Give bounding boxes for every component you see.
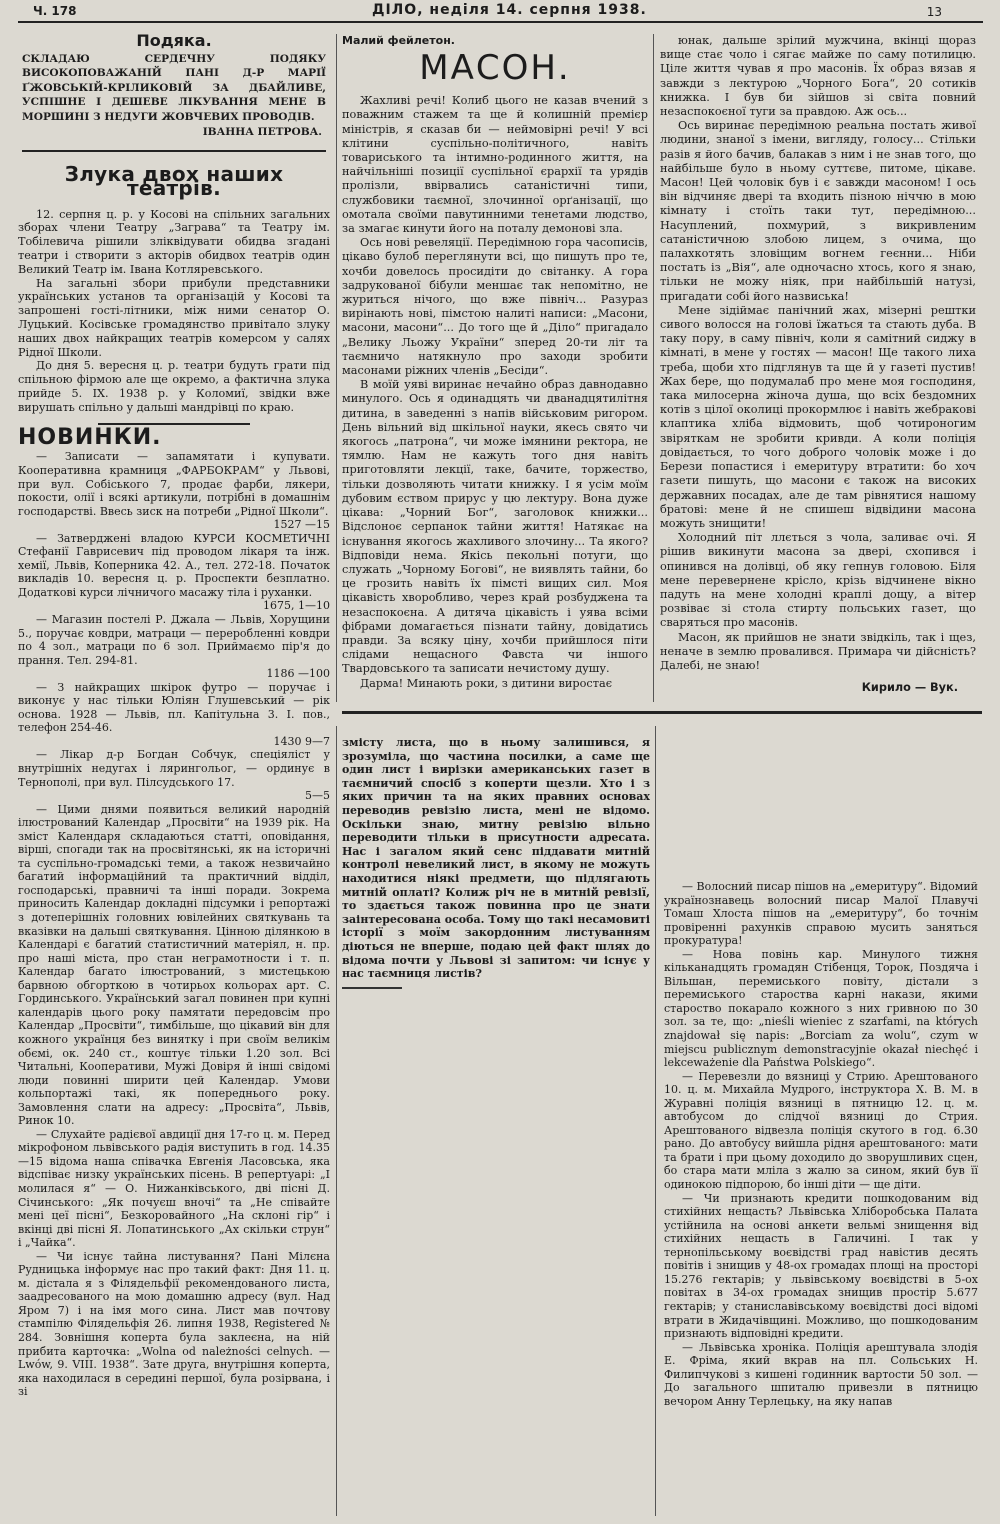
news-list <box>18 450 330 1398</box>
column-divider-2 <box>653 34 654 702</box>
end-mark <box>342 987 402 989</box>
feuilleton-paragraph: Ось нові ревеляції. Передімною гора часописів, цікаво булоб переглянути всі, що пишуть про те, хочби довелось просидіти до світанку. А гора задрукованої бібули меншає так непомітно, не журиться нічого, що вже північ... Разураз вирінають нові, пімстою налиті написи: „Масони, масони, масони“... До того ще й „Діло“ пригадало „Велику Льожу України“ зперед 20-ти літ та таємничо натякнуло про заходи зробити масонами ріжних членів „Бесіди“. <box>342 236 648 378</box>
news-item-code: 1675, 1—10 <box>263 599 330 613</box>
chronicle-item: — Перевезли до вязниці у Стрию. Арештованого 10. ц. м. Михайла Мудрого, інструктора Х. В. М. в Журавні поліція вязниці в пятницю 12. ц. м. автобусом до слідчої вязниці до Стрия. Арештованого відвезла поліція скутого в год. 6.30 рано. До автобусу вийшла рідня арештованого: мати та брати і при цьому доходило до зворушливих сцен, бо стара мати мліла з жалю за сином, який був її одинокою підпорою, бо інші діти — ще діти. <box>664 1069 978 1192</box>
chronicle-item: — Нова повінь кар. Минулого тижня кільканадцять громадян Стібенця, Торок, Поздяча і Вільшан, перемиського повіту, дістали з перемиського староства карні накази, якими староство покарало кожного з них гривною по 30 зол. за те, що: „nieśli wieniec z szarfami, na których znajdował się napis: „Borciam za wolu“, czym w miejscu publicznym demonstracyjnie okazał niechęć i lekceważenie dla Państwa Polskiego“. <box>664 947 978 1070</box>
feuilleton-paragraph: юнак, дальше зрілий мужчина, вкінці щораз вище стає чоло і сягає майже по саму потилицю. Ціле життя чував я про масонів. Їх образ вязав я завжди з лектурою „Чорного Бога“, 20 сотиків книжка. І був би зійшов зі світа повний незаспокоєної туги за правдою. Аж ось... <box>660 34 976 119</box>
feuilleton-paragraph: Дарма! Минають роки, з дитини виростає <box>360 676 613 690</box>
thanks-body: СКЛАДАЮ СЕРДЕЧНУ ПОДЯКУ ВИСОКОПОВАЖАНІЙ ПАНІ Д-Р МАРІЇ ҐЖОВСЬКІЙ-КРІЛИКОВІЙ ЗА ДБАЙЛИВЕ, УСПІШНЕ І ДЕШЕВЕ ЛІКУВАННЯ МЕНЕ В МОРШИНІ З НЕДУГИ ЖОВЧЕВИХ ПРОВОДІВ. <box>22 52 326 123</box>
column-divider-3 <box>336 726 337 1516</box>
news-item: — Магазин постелі Р. Джала — Львів, Хорущини 5., поручає ковдри, матраци — переробленні ковдри по 4 зол., матраци по 6 зол. Приймаємо пір'я до прання. Тел. 294-81. <box>18 613 330 667</box>
chronicle-item: — Львівська хроніка. Поліція арештувала злодія Е. Фріма, який вкрав на пл. Сольських Н. Филипчукові з кишені годинник вартости 50 зол. — До загального шпиталю привезли в пятницю вечором Анну Терлецьку, на яку напав <box>664 1340 978 1408</box>
header-rule <box>18 21 983 23</box>
feuilleton-paragraph: Холодний піт ллється з чола, заливає очі. Я рішив викинути масона за двері, схопився і опинився на долівці, об яку гепнув головою. Біля мене перевернене крісло, крізь відчинене вікно падуть на мене холодні краплі дощу, а вітер розвіває зі стола стирту польських газет, що сваряться про масонів. <box>660 531 976 630</box>
news-item-code: 1186 —100 <box>266 667 330 681</box>
left-column <box>18 31 330 1399</box>
thanks-signature: ІВАННА ПЕТРОВА. <box>202 126 322 139</box>
chronicle-list <box>664 880 978 1408</box>
feuilleton-bottom-rule <box>342 711 982 714</box>
news-item-code: 1527 —15 <box>273 518 330 532</box>
theatres-title: Злука двох наших театрів. <box>64 162 284 200</box>
news-title: НОВИНКИ. <box>18 424 162 450</box>
feuilleton-signature: Кирило — Вук. <box>861 681 958 695</box>
feuilleton-title: МАСОН. <box>419 48 571 89</box>
chronicle-column <box>664 880 978 1408</box>
news-item: — Чи існує тайна листування? Пані Мілєна Рудницька інформує нас про такий факт: Дня 11. ц. м. дістала я з Філядельфії рекомендованого листа, заадресованого на мою домашню адресу (вул. Над Яром 7) і на імя мого сина. Лист мав почтову стампілю Філядельфія 26. липня 1938, Registered № 284. Зовнішня коперта була заклеєна, на ній прибита карточка: „Wolna od należności celnych. — Lwów, 9. VIII. 1938“. Зате друга, внутрішня коперта, яка находилася в середині першої, була розірвана, і зі <box>18 1249 330 1399</box>
column-divider-4 <box>655 726 656 1516</box>
feuilleton-text-1 <box>342 94 648 691</box>
feuilleton-column-1 <box>342 34 648 691</box>
news-item: — Цими днями появиться великий народній ілюстрований Календар „Просвіти“ на 1939 рік. На зміст Календаря складаються статті, оповідання, вірші, спогади так на просвітянські, як на історичні та суспільно-громадські теми, а також незвичайно багатий інформаційний та практичний відділ, господарські, правничі та інші поради. Зокрема приносить Календар докладні підсумки і репортажі з дотеперішніх головних ювілейних святкувань та вказівки на дальші святкування. Цінною ділянкою в Календарі є багатий статистичний матеріял, н. пр. про наші міста, про стан неграмотности і т. п. Календар багато ілюстрований, з мистецькою барвною обгорткою в чотирьох кольорах арт. С. Гординського. Український загал повинен при купні календарів цього року памятати передовсім про Календар „Просвіти“, тимбільше, що цікавий він для кожного українця без винятку і при своїм великім обємі, ок. 240 ст., коштує тільки 1.20 зол. Всі Читальні, Кооперативи, Мужі Довіря й інші свідомі люди повинні ширити цей Календар. Умови кольпортажі такі, як попереднього року. Замовлення слати на адресу: „Просвіта“, Львів, Ринок 10. <box>18 802 330 1128</box>
news-item: — Затверджені владою КУРСИ КОСМЕТИЧНІ Стефанії Гаврисевич під проводом лікаря та інж. хемії, Львів, Коперника 42. А., тел. 272-18. Початок викладів 10. вересня ц. р. Проспекти безплатно. Додаткові курси лічничого масажу тіла і руханки. <box>18 531 330 599</box>
feuilleton-paragraph: Мене зідіймає панічний жах, мізерні рештки сивого волосся на голові їжаться та стають дуба. В таку пору, в саму північ, коли я самітний сиджу в кімнаті, в мене у гостях — масон! Ще такого лиха треба, щоби хто підглянув та ще й у газеті пустив! Жах бере, що подумалаб про мене моя господиня, така милосерна жіноча душа, що всіх бездомних котів з цілої околиці прокормлює і навіть жебракові клаптика хліба відмовить, щоб чотироногим звіряткам не зробити кривди. А коли поліція довідається, то чого доброго чоловік може і до Берези попастися і емеритуру втратити: бо хоч газети пишуть, що масони є також на високих державних посадах, але де там рівнятися нашому братові: мене й не спишеш відвідини масона можуть знищити! <box>660 303 976 530</box>
feuilleton-column-2 <box>660 34 976 695</box>
feuilleton-paragraph: Масон, як прийшов не знати звідкіль, так і щез, неначе в землю провалився. Примара чи дійсність? Далебі, не знаю! <box>660 630 976 672</box>
thanks-title: Подяка. <box>136 31 212 50</box>
news-item-code: 1430 9—7 <box>273 734 330 748</box>
column-divider-1 <box>336 34 337 702</box>
news-item: — Лікар д-р Богдан Собчук, спеціяліст у внутрішніх недугах і лярингольог, — ординує в Тернополі, при вул. Пілсудського 17. <box>18 748 330 789</box>
page-header <box>0 2 1000 22</box>
feuilleton-paragraph: Ось виринає передімною реальна постать живої людини, знаної з імени, вигляду, голосу... Стільки разів я його бачив, балакав з ним і не знав того, що найбільше було в ньому суттєве, питоме, цікаве. Масон! Цей чоловік був і є завжди масоном! І ось він відчиняє двері та входить пізною ніччю в мою кімнату і стоїть таки тут, передімною... Насуплений, похмурий, з викривленим сатаністичною злобою лицем, з очима, що палахкотять зловіщим вогнем геєнни... Ніби постать із „Вія“, але одночасно хтось, кого я знаю, тільки не можу ніяк, при найбільшій натузі, пригадати собі його назвиська! <box>660 119 976 303</box>
chronicle-item: — Чи признають кредити пошкодованим від стихійних нещасть? Львівська Хліборобська Палата устійнила на основі анкети вельмі знищення від стихійних нещасть в Галичині. І так у тернопільському воєвідстві град навістив десять повітів і знищив у 48-ох громадах площі на просторі 15.276 гектарів; у львівському воєвідстві в 5-ох повітах в 34-ох громадах знищив простір 5.677 гектарів; у станиславівському воєвідстві досі відомі втрати в Жидачівщині. Можливо, що пошкодованим признають відповідні кредити. <box>664 1191 978 1341</box>
chronicle-item: — Волосний писар пішов на „емеритуру“. Відомий українознавець волосний писар Малої Плавучі Томаш Хлоста пішов на „емеритуру“, бо точнім провіренні рахунків справою мусить заняться прокуратура! <box>664 880 978 948</box>
section-rule <box>22 150 326 152</box>
theatres-paragraph-3: До дня 5. вересня ц. р. театри будуть грати під спільною фірмою але ще окремо, а фактична злука прийде 5. IX. 1938 р. у Коломиї, звідки вже вирушать спільно у дальші мандрівці по краю. <box>18 359 330 414</box>
feuilleton-kicker: Малий фейлетон. <box>342 34 455 47</box>
news-item: — Слухайте радієвої авдиції дня 17-го ц. м. Перед мікрофоном львівського радія виступить в год. 14.35—15 відома наша співачка Евгенія Ласовська, яка відспіває низку українських пісень. В репертуарі: „І молилася я“ — О. Нижанківського, дві пісні Д. Січинського: „Як почуєш вночі“ та „Не співайте мені цеї пісні“, Безкоровайного „На склоні гір“ і вкінці дві пісні Я. Лопатинського „Ах скільки струн“ і „Чайка“. <box>18 1127 330 1250</box>
letter-continuation-text: змісту листа, що в ньому залишився, я зрозуміла, що частина посилки, а саме ще один лист і вирізки американських газет в таємничий спосіб з коперти щезли. Хто і з яких причин та на яких правних основах переводив ревізію листа, мені не відомо. Оскільки знаю, митну ревізію вільно переводити тільки в присутности адресата. Нас і загалом який сенс піддавати митній контролі невеликий лист, в якому не можуть находитися ніякі предмети, що підлягають митній оплаті? Колиж річ не в митній ревізії, то здається також повинна про це знати заінтересована особа. Тому що такі несамовиті історії з моїм закордонним листуванням діються не вперше, подаю цей факт шлях до відома почти у Львові зі запитом: чи існує у нас таємниця листів? <box>342 736 650 981</box>
issue-number: Ч. 178 <box>33 4 77 18</box>
feuilleton-text-2 <box>660 34 976 673</box>
feuilleton-paragraph: В моїй уяві виринає нечайно образ давнодавно минулого. Ось я одинадцять чи дванадцятилітня дитина, в заведенні з напів військовим ригором. День вільний від шкільної науки, якесь свято чи якогось „патрона“, чи може імянини ректора, не тямлю. Нам не кажуть того дня навіть приготовляти лекції, таке, бачите, торжество, тільки дозволяють читати книжку. І я усім моїм дубовим єством прирус у цю лектуру. Вона дуже цікава: „Чорний Бог“, заголовок книжки... Відслоноє серпанок тайни життя! Натякає на існування якогось жахливого злочину... Та якого? Відповіди нема. Якісь пекольні потуги, що служать „Чорному Богові“, не виявлять тайни, бо це грозить навіть їх пімсті вищих сил. Моя цікавість хворобливо, через край розбуджена та незаспокоєна. А дитяча цікавість і уява всіми фібрами домагається пізнати тайну, довідатись правди. За всяку ціну, хочби прийшлося піти слідами нещасного Фавста чи іншого Твардовського та записати нечистому душу. <box>342 378 648 676</box>
theatres-paragraph-2: На загальні збори прибули представники українських установ та організацій у Косові та запрошені гості-літники, між ними сенатор О. Луцький. Косівське громадянство привітало злуку наших двох найкращих театрів комерсом у салях Рідної Школи. <box>18 276 330 359</box>
page-number: 13 <box>926 5 942 19</box>
letter-continuation <box>342 736 650 989</box>
news-item: — Записати — запамятати і купувати. Кооперативна крамниця „ФАРБОКРАМ“ у Львові, при вул. Собіського 7, продає фарби, лякери, покости, олії і всякі артикули, потрібні в домашнім господарстві. Ввесь зиск на потреби „Рідної Школи“. <box>18 450 330 518</box>
news-item: — З найкращих шкірок футро — поручає і виконує у нас тільки Юліян Глушевський — рік основа. 1928 — Львів, пл. Капітульна 3. І. пов., телефон 254-46. <box>18 680 330 735</box>
theatres-paragraph-1: 12. серпня ц. р. у Косові на спільних загальних зборах члени Театру „Заграва“ та Театру ім. Тобілевича рішили зліквідувати обидва згадані театри і створити з акторів обидвох театрів один Великий Театр ім. Івана Котляревського. <box>18 207 330 276</box>
masthead: ДІЛО, неділя 14. серпня 1938. <box>372 2 647 18</box>
feuilleton-paragraph: Жахливі речі! Колиб цього не казав вчений з поважним стажем та ще й колишній премієр міністрів, я сказав би — неймовірні речі! У всі клітини суспільно-політичного, навіть товариського та інтимно-родинного життя, на найчільніші позиції суспільної єрархії та урядів пролізли, ввірвались сатаністичні типи, службовики таємної, злочинної орґанізації, що омотала своїми павутинними тенетами людство, за змагає кинути його на поталу демонові зла. <box>342 94 648 236</box>
news-item-code: 5—5 <box>305 789 330 803</box>
